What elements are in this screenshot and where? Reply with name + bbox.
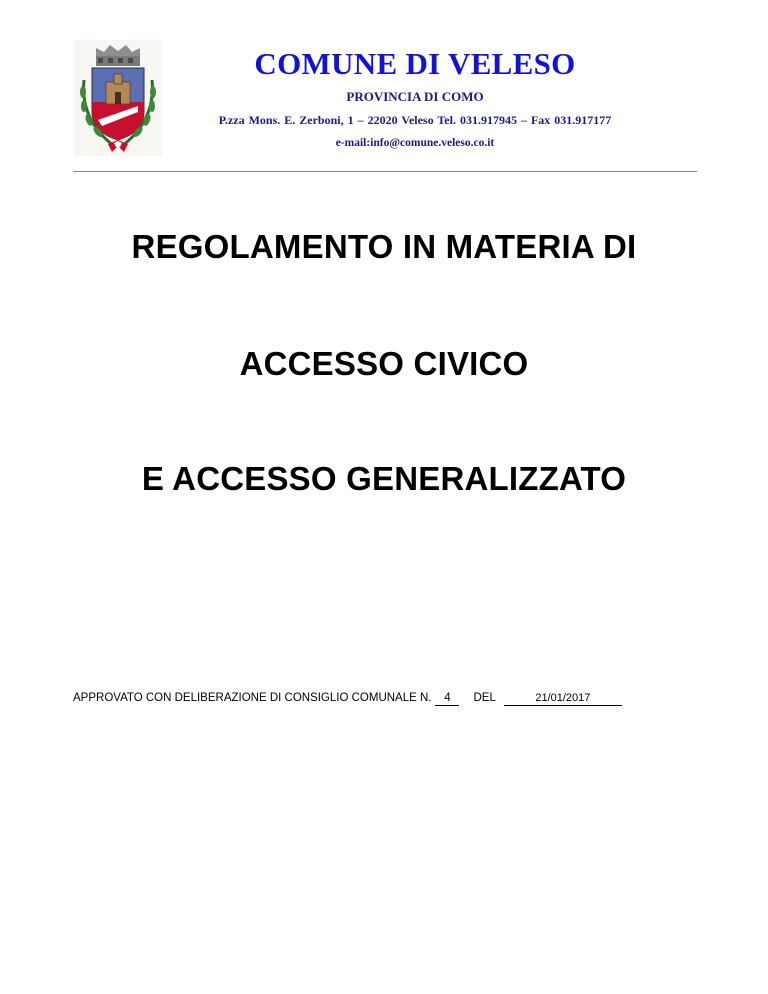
date-label: DEL (473, 692, 496, 704)
document-title-line-1: REGOLAMENTO IN MATERIA DI (131, 228, 637, 265)
header-divider (73, 171, 697, 172)
approval-line (73, 692, 622, 706)
letterhead (170, 44, 660, 151)
province-line: PROVINCIA DI COMO (346, 89, 484, 104)
coat-of-arms-icon (74, 40, 162, 156)
document-title-line-3: E ACCESSO GENERALIZZATO (141, 460, 627, 497)
deliberation-number: 4 (435, 692, 459, 706)
approval-label: APPROVATO CON DELIBERAZIONE DI CONSIGLIO COMUNALE N. (73, 692, 432, 704)
document-title-line-2: ACCESSO CIVICO (239, 345, 529, 382)
email-line: e-mail:info@comune.veleso.co.it (335, 137, 495, 149)
address-contact-line: P.zza Mons. E. Zerboni, 1 – 22020 Veleso Tel. 031.917945 – Fax 031.917177 (218, 113, 612, 127)
deliberation-date: 21/01/2017 (504, 692, 622, 706)
organization-name: COMUNE DI VELESO (254, 46, 576, 81)
